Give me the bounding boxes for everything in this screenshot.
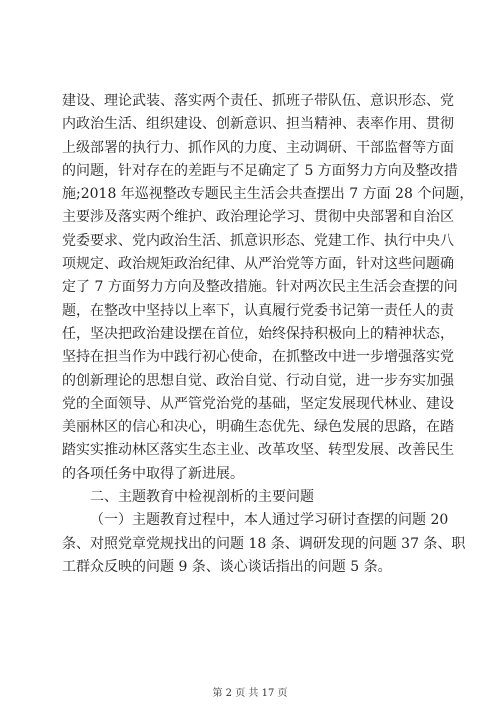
text-line: 的问题，针对存在的差距与不足确定了 5 方面努力方向及整改措 (62, 162, 458, 179)
text-line: 内政治生活、组织建设、创新意识、担当精神、表率作用、贯彻 (62, 116, 454, 133)
paragraph-2 (62, 509, 466, 579)
section-heading-text: 二、主题教育中检视剖析的主要问题 (90, 489, 314, 506)
text-line: 党委要求、党内政治生活、抓意识形态、党建工作、执行中央八 (62, 232, 454, 249)
text-line: 建设、理论武装、落实两个责任、抓班子带队伍、意识形态、党 (62, 93, 454, 109)
text-line: 主要涉及落实两个维护、政治理论学习、贯彻中央部署和自治区 (62, 209, 454, 226)
paragraph-1 (62, 90, 474, 486)
text-line: 题，在整改中坚持以上率下，认真履行党委书记第一责任人的责 (62, 302, 454, 319)
text-line: 条、对照党章党规找出的问题 18 条、调研发现的问题 37 条、职 (62, 535, 466, 552)
text-line: 项规定、政治规矩政治纪律、从严治党等方面，针对这些问题确 (62, 256, 454, 273)
text-line: 美丽林区的信心和决心，明确生态优先、绿色发展的思路，在踏 (62, 419, 454, 436)
text-line: 任，坚决把政治建设摆在首位，始终保持积极向上的精神状态， (62, 325, 454, 342)
text-line: （一）主题教育过程中，本人通过学习研讨查摆的问题 20 (90, 512, 449, 529)
text-line: 定了 7 方面努力方向及整改措施。针对两次民主生活会查摆的问 (62, 279, 458, 296)
document-body (62, 90, 474, 579)
section-heading (62, 486, 440, 509)
page-number-label: 第 2 页 共 17 页 (212, 688, 288, 699)
text-line: 工群众反映的问题 9 条、谈心谈话指出的问题 5 条。 (62, 558, 392, 575)
text-line: 党的全面领导、从严管党治党的基础，坚定发展现代林业、建设 (62, 395, 454, 412)
text-line: 施;2018 年巡视整改专题民主生活会共查摆出 7 方面 28 个问题， (62, 186, 474, 203)
text-line: 的创新理论的思想自觉、政治自觉、行动自觉，进一步夯实加强 (62, 372, 454, 389)
page-footer (0, 684, 500, 699)
text-line: 上级部署的执行力、抓作风的力度、主动调研、干部监督等方面 (62, 139, 454, 156)
text-line: 踏实实推动林区落实生态主业、改革攻坚、转型发展、改善民生 (62, 442, 454, 459)
text-line: 的各项任务中取得了新进展。 (62, 465, 244, 482)
text-line: 坚持在担当作为中践行初心使命，在抓整改中进一步增强落实党 (62, 349, 454, 366)
